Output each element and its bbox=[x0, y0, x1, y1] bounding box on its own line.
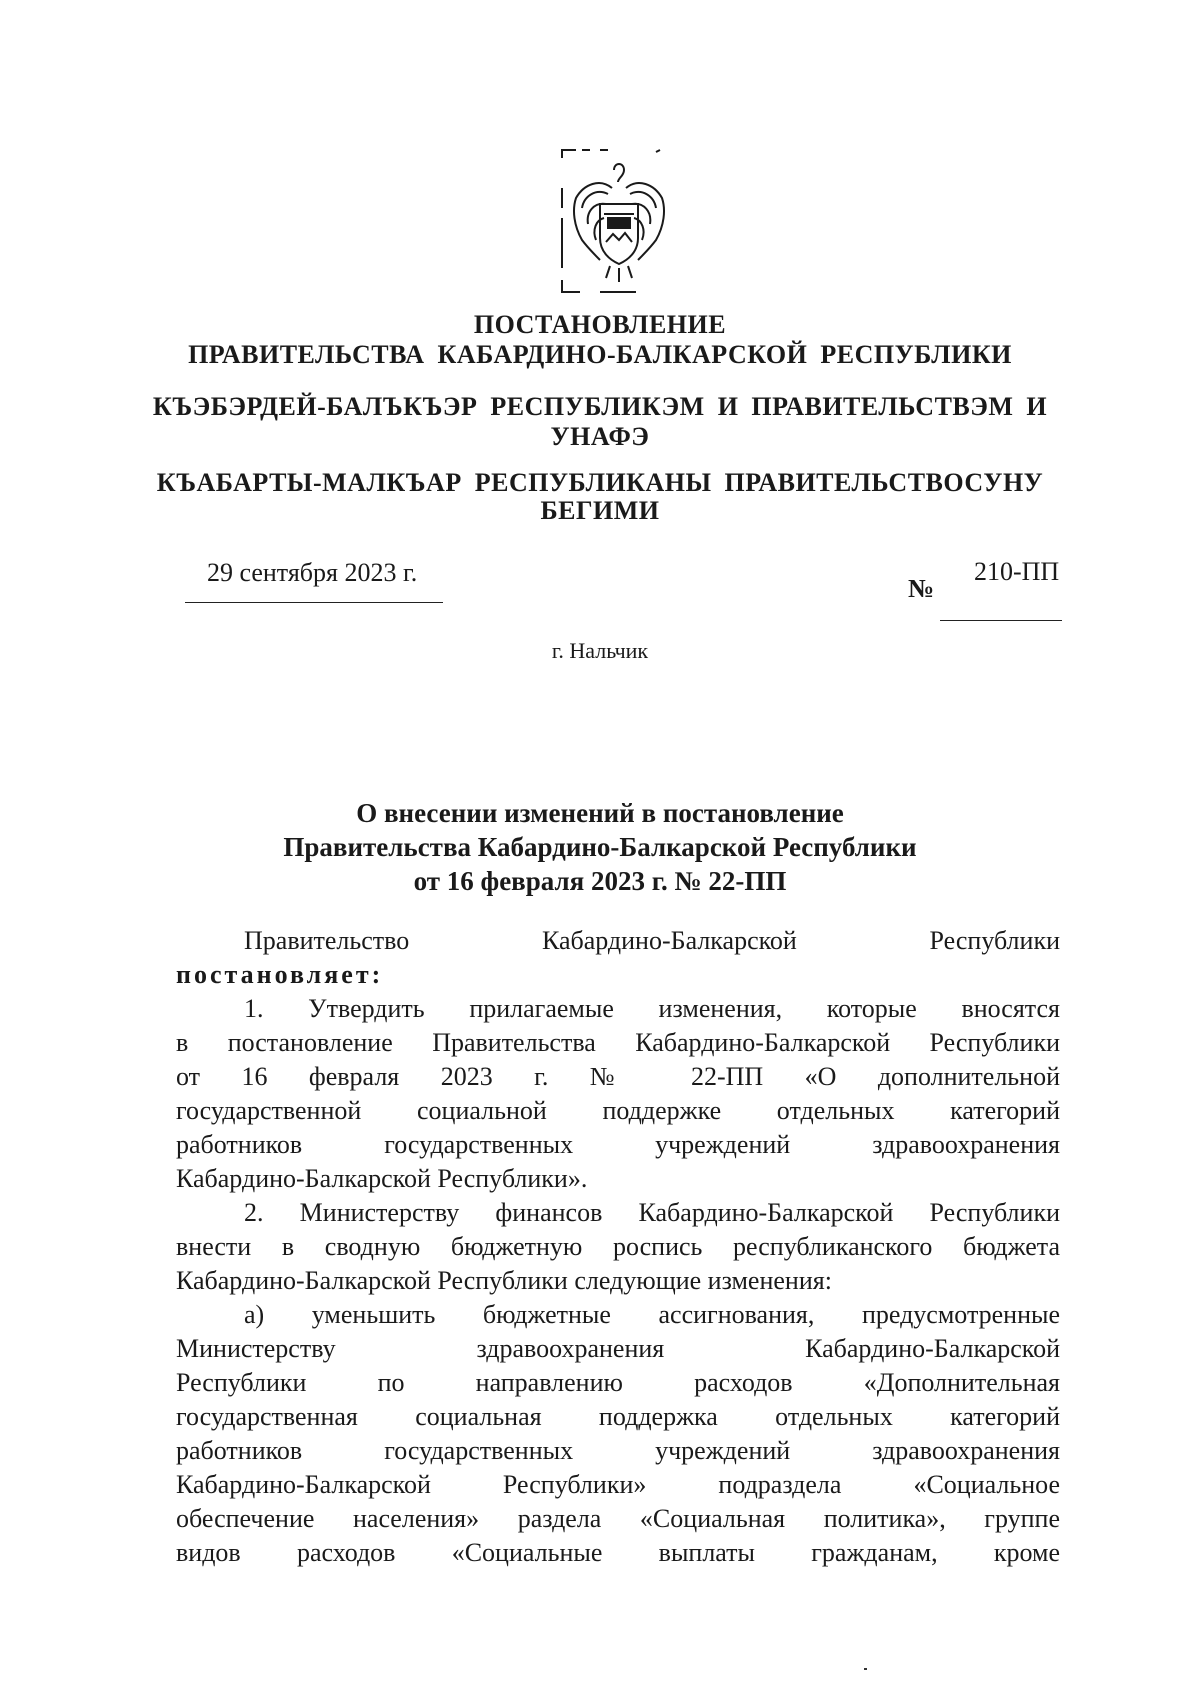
date-underline bbox=[185, 602, 443, 603]
number-label: № bbox=[908, 574, 935, 603]
preamble-decree-word: постановляет: bbox=[176, 960, 384, 989]
body-line: в постановление Правительства Кабардино-Балкарской Республики bbox=[176, 1028, 1060, 1057]
scan-speck bbox=[864, 1668, 867, 1670]
paragraph-2 bbox=[176, 1196, 1060, 1298]
body-line: от 16 февраля 2023 г. № 22-ПП «О дополнительной bbox=[176, 1062, 1060, 1091]
document-body bbox=[176, 924, 1060, 1570]
body-line: работников государственных учреждений здравоохранения bbox=[176, 1436, 1060, 1465]
header-kabardian-line2: УНАФЭ bbox=[550, 422, 650, 451]
body-line: 2. Министерству финансов Кабардино-Балкарской Республики bbox=[244, 1198, 1060, 1227]
body-line: Республики по направлению расходов «Дополнительная bbox=[176, 1368, 1060, 1397]
body-line: государственной социальной поддержке отдельных категорий bbox=[176, 1096, 1060, 1125]
number-underline bbox=[940, 620, 1062, 621]
doc-title-line3: от 16 февраля 2023 г. № 22-ПП bbox=[413, 866, 787, 896]
paragraph-1 bbox=[176, 992, 1060, 1196]
header-balkar-line1: КЪАБАРТЫ-МАЛКЪАР РЕСПУБЛИКАНЫ ПРАВИТЕЛЬСТВОСУНУ bbox=[156, 468, 1044, 497]
body-line: работников государственных учреждений здравоохранения bbox=[176, 1130, 1060, 1159]
body-line: государственная социальная поддержка отдельных категорий bbox=[176, 1402, 1060, 1431]
coat-of-arms-emblem bbox=[560, 148, 678, 298]
body-line: Министерству здравоохранения Кабардино-Балкарской bbox=[176, 1334, 1060, 1363]
body-line: Кабардино-Балкарской Республики» подраздела «Социальное bbox=[176, 1470, 1060, 1499]
body-line: Кабардино-Балкарской Республики следующие изменения: bbox=[176, 1266, 832, 1295]
header-title-line1: ПОСТАНОВЛЕНИЕ bbox=[473, 310, 727, 339]
doc-title-line1: О внесении изменений в постановление bbox=[356, 798, 844, 828]
header-title-line2: ПРАВИТЕЛЬСТВА КАБАРДИНО-БАЛКАРСКОЙ РЕСПУБЛИКИ bbox=[188, 340, 1012, 369]
body-line: внести в сводную бюджетную роспись республиканского бюджета bbox=[176, 1232, 1060, 1261]
body-line: видов расходов «Социальные выплаты гражданам, кроме bbox=[176, 1538, 1060, 1567]
body-line: 1. Утвердить прилагаемые изменения, которые вносятся bbox=[244, 994, 1060, 1023]
body-line: а) уменьшить бюджетные ассигнования, предусмотренные bbox=[244, 1300, 1060, 1329]
document-number: 210-ПП bbox=[974, 557, 1060, 586]
header-balkar-line2: БЕГИМИ bbox=[540, 496, 660, 525]
body-line: обеспечение населения» раздела «Социальная политика», группе bbox=[176, 1504, 1060, 1533]
paragraph-3 bbox=[176, 1298, 1060, 1570]
document-date: 29 сентября 2023 г. bbox=[207, 558, 418, 587]
header-kabardian-line1: КЪЭБЭРДЕЙ-БАЛЪКЪЭР РЕСПУБЛИКЭМ И ПРАВИТЕЛЬСТВЭМ И bbox=[152, 392, 1048, 421]
city: г. Нальчик bbox=[551, 638, 649, 663]
preamble-line: Правительство Кабардино-Балкарской Республики bbox=[244, 926, 1060, 955]
body-line: Кабардино-Балкарской Республики». bbox=[176, 1164, 588, 1193]
doc-title-line2: Правительства Кабардино-Балкарской Республики bbox=[283, 832, 917, 862]
